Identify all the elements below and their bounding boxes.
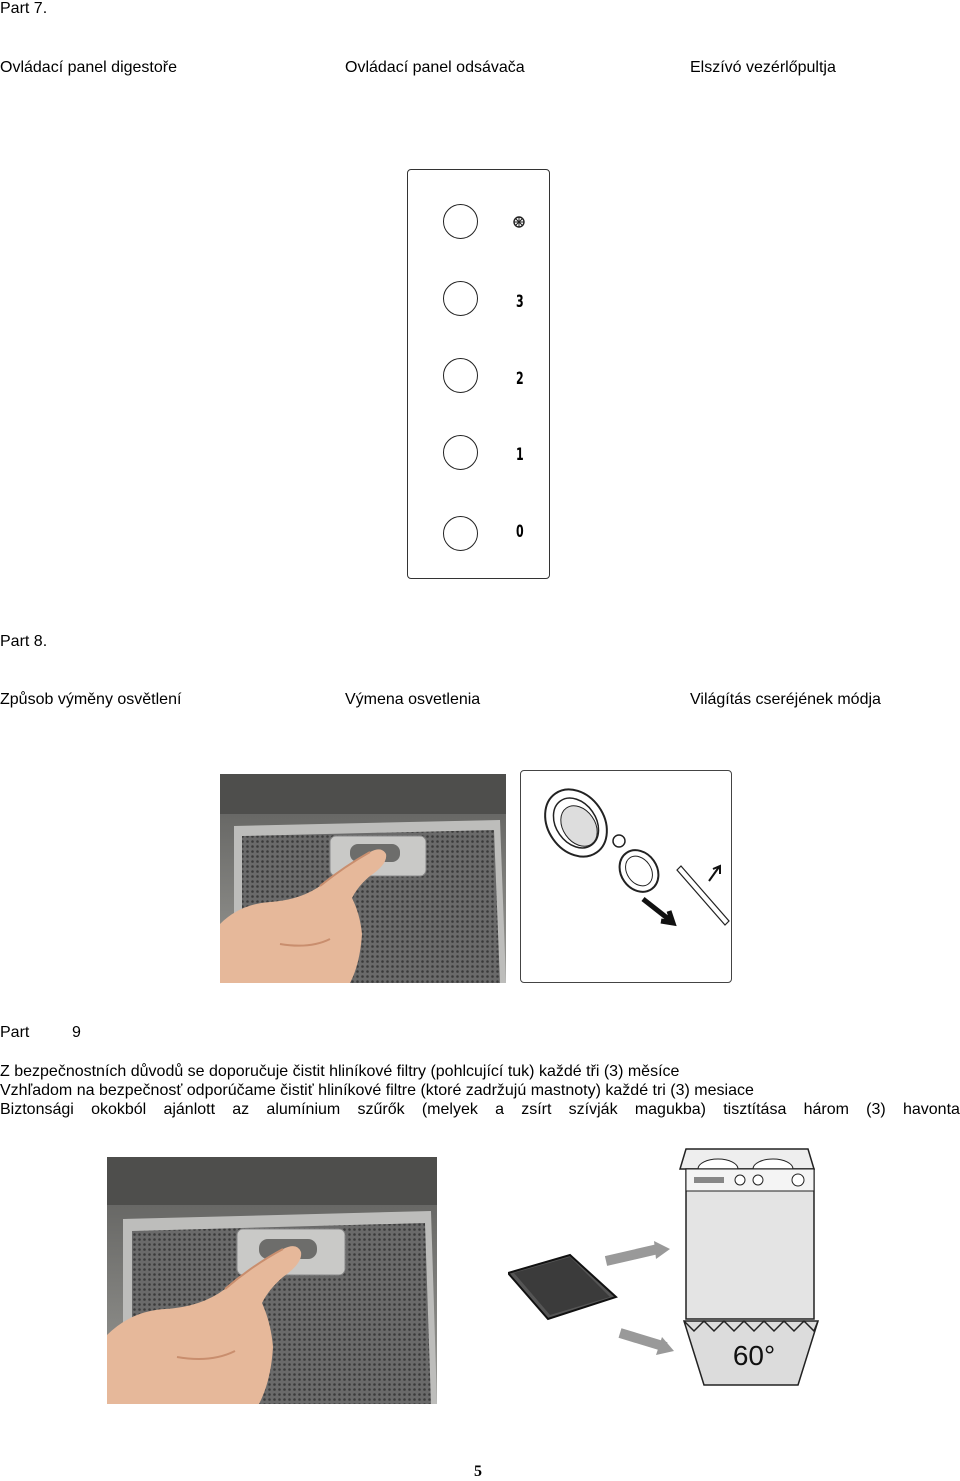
part8-heading: Part 8.: [0, 633, 48, 650]
hu-word: szűrők: [357, 1101, 405, 1118]
hu-word: zsírt: [521, 1101, 552, 1118]
control-panel: [407, 169, 550, 579]
hu-word: szívják: [568, 1101, 618, 1118]
light-knob[interactable]: [443, 204, 478, 239]
hu-word: tisztítása: [723, 1101, 787, 1118]
part9-text-hu: [0, 1101, 960, 1119]
filter-removal-photo: [220, 774, 506, 983]
hu-word: az: [232, 1101, 250, 1118]
part9-heading-word: Part: [0, 1024, 30, 1041]
dishwasher-diagram: [508, 1147, 823, 1387]
speed-1-label: 1: [516, 445, 524, 465]
page-number: 5: [474, 1463, 482, 1480]
part9-heading-number: 9: [72, 1024, 81, 1041]
speed-3-knob[interactable]: [443, 281, 478, 316]
dishwasher-temperature: 60°: [732, 1340, 776, 1371]
hu-word: három: [803, 1101, 849, 1118]
part8-caption-cz: Způsob výměny osvětlení: [0, 691, 182, 708]
hu-word: (melyek: [421, 1101, 478, 1118]
light-bulb-icon: [511, 214, 527, 235]
hu-word: havonta: [902, 1101, 960, 1118]
bulb-replacement-diagram: [520, 770, 732, 983]
part7-caption-sk: Ovládací panel odsávača: [345, 59, 525, 76]
part9-text-sk: Vzhľadom na bezpečnosť odporúčame čistiť hliníkové filtre (ktoré zadržujú mastnoty) každé tri (3) mesiace: [0, 1082, 754, 1099]
part7-caption-cz: Ovládací panel digestoře: [0, 59, 177, 76]
hu-word: a: [495, 1101, 504, 1118]
hu-word: (3): [866, 1101, 886, 1118]
hu-word: okokból: [91, 1101, 147, 1118]
part9-text-cz: Z bezpečnostních důvodů se doporučuje čistit hliníkové filtry (pohlcující tuk) každé tři (3) měsíce: [0, 1063, 680, 1080]
speed-2-knob[interactable]: [443, 358, 478, 393]
part8-caption-hu: Világítás cseréjének módja: [690, 691, 881, 708]
speed-0-label: 0: [516, 522, 524, 542]
hu-word: magukba): [634, 1101, 706, 1118]
part8-caption-sk: Výmena osvetlenia: [345, 691, 481, 708]
filter-cleaning-photo: [107, 1157, 437, 1404]
hu-word: Biztonsági: [0, 1101, 74, 1118]
hu-word: alumínium: [266, 1101, 341, 1118]
speed-2-label: 2: [516, 369, 524, 389]
part7-heading: Part 7.: [0, 0, 48, 17]
speed-3-label: 3: [516, 292, 524, 312]
speed-1-knob[interactable]: [443, 435, 478, 470]
speed-0-knob[interactable]: [443, 516, 478, 551]
part7-caption-hu: Elszívó vezérlőpultja: [690, 59, 836, 76]
hu-word: ajánlott: [163, 1101, 216, 1118]
